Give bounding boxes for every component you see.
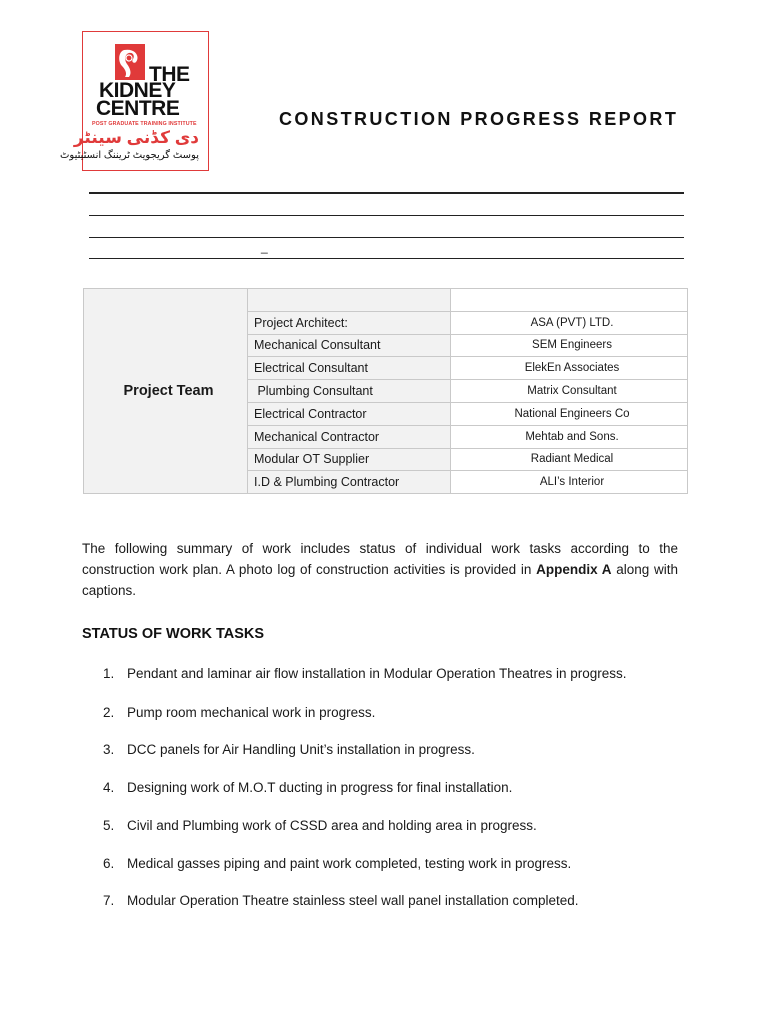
list-item: [103, 666, 627, 681]
team-firm: SEM Engineers: [451, 334, 688, 357]
header-dash: _: [261, 240, 268, 254]
logo-urdu-subtitle: پوسٹ گریجویٹ ٹریننگ انسٹیٹیوٹ: [60, 150, 199, 161]
team-role: Project Architect:: [248, 311, 451, 334]
header-rule: [89, 258, 684, 259]
report-title: CONSTRUCTION PROGRESS REPORT: [279, 109, 679, 129]
appendix-reference: Appendix A: [536, 562, 612, 577]
project-team-label: Project Team: [84, 289, 248, 494]
task-text: Medical gasses piping and paint work completed, testing work in progress.: [127, 856, 572, 871]
kidney-logo-icon: [115, 44, 145, 80]
table-cell: [451, 289, 688, 312]
summary-paragraph: [82, 538, 678, 601]
task-text: Civil and Plumbing work of CSSD area and holding area in progress.: [127, 818, 537, 833]
task-text: Designing work of M.O.T ducting in progress for final installation.: [127, 780, 513, 795]
logo-text-kidney: KIDNEY: [99, 79, 176, 102]
task-text: Pump room mechanical work in progress.: [127, 705, 376, 720]
list-item: [103, 780, 512, 795]
task-number: 1.: [103, 666, 115, 681]
team-role: Mechanical Consultant: [248, 334, 451, 357]
status-heading: STATUS OF WORK TASKS: [82, 626, 265, 642]
team-role: Plumbing Consultant: [248, 380, 451, 403]
team-firm: ALI’s Interior: [451, 471, 688, 494]
task-number: 5.: [103, 818, 115, 833]
team-role: Electrical Contractor: [248, 402, 451, 425]
summary-text: The following summary of work includes status of individual work tasks according to the construction work plan. A photo log of construction activities is provided in: [82, 541, 678, 577]
team-role: Mechanical Contractor: [248, 425, 451, 448]
logo-urdu-name: دی کڈنی سینٹر: [73, 128, 199, 147]
list-item: [103, 818, 537, 833]
team-firm: Mehtab and Sons.: [451, 425, 688, 448]
team-firm: Matrix Consultant: [451, 380, 688, 403]
task-text: Modular Operation Theatre stainless steel wall panel installation completed.: [127, 893, 579, 908]
logo-subtitle: POST GRADUATE TRAINING INSTITUTE: [92, 121, 197, 127]
task-text: DCC panels for Air Handling Unit’s installation in progress.: [127, 742, 475, 757]
kidney-centre-logo: [60, 31, 209, 171]
task-number: 4.: [103, 780, 115, 795]
task-number: 7.: [103, 893, 115, 908]
task-number: 6.: [103, 856, 115, 871]
logo-text-the: THE: [149, 63, 190, 86]
logo-text-centre: CENTRE: [96, 97, 180, 120]
task-number: 2.: [103, 705, 115, 720]
team-role: Electrical Consultant: [248, 357, 451, 380]
task-number: 3.: [103, 742, 115, 757]
header-rule: [89, 192, 684, 194]
team-firm: ASA (PVT) LTD.: [451, 311, 688, 334]
list-item: [103, 705, 375, 720]
table-cell: [248, 289, 451, 312]
team-role: I.D & Plumbing Contractor: [248, 471, 451, 494]
header-rule: [89, 215, 684, 216]
list-item: [103, 893, 579, 908]
list-item: [103, 742, 475, 757]
summary-text: along with captions.: [82, 562, 678, 598]
team-role: Modular OT Supplier: [248, 448, 451, 471]
list-item: [103, 856, 571, 871]
task-text: Pendant and laminar air flow installation in Modular Operation Theatres in progress.: [127, 666, 627, 681]
project-team-table: [83, 288, 688, 494]
team-firm: National Engineers Co: [451, 402, 688, 425]
table-row: [84, 289, 688, 312]
header-rule: [89, 237, 684, 238]
team-firm: Radiant Medical: [451, 448, 688, 471]
team-firm: ElekEn Associates: [451, 357, 688, 380]
